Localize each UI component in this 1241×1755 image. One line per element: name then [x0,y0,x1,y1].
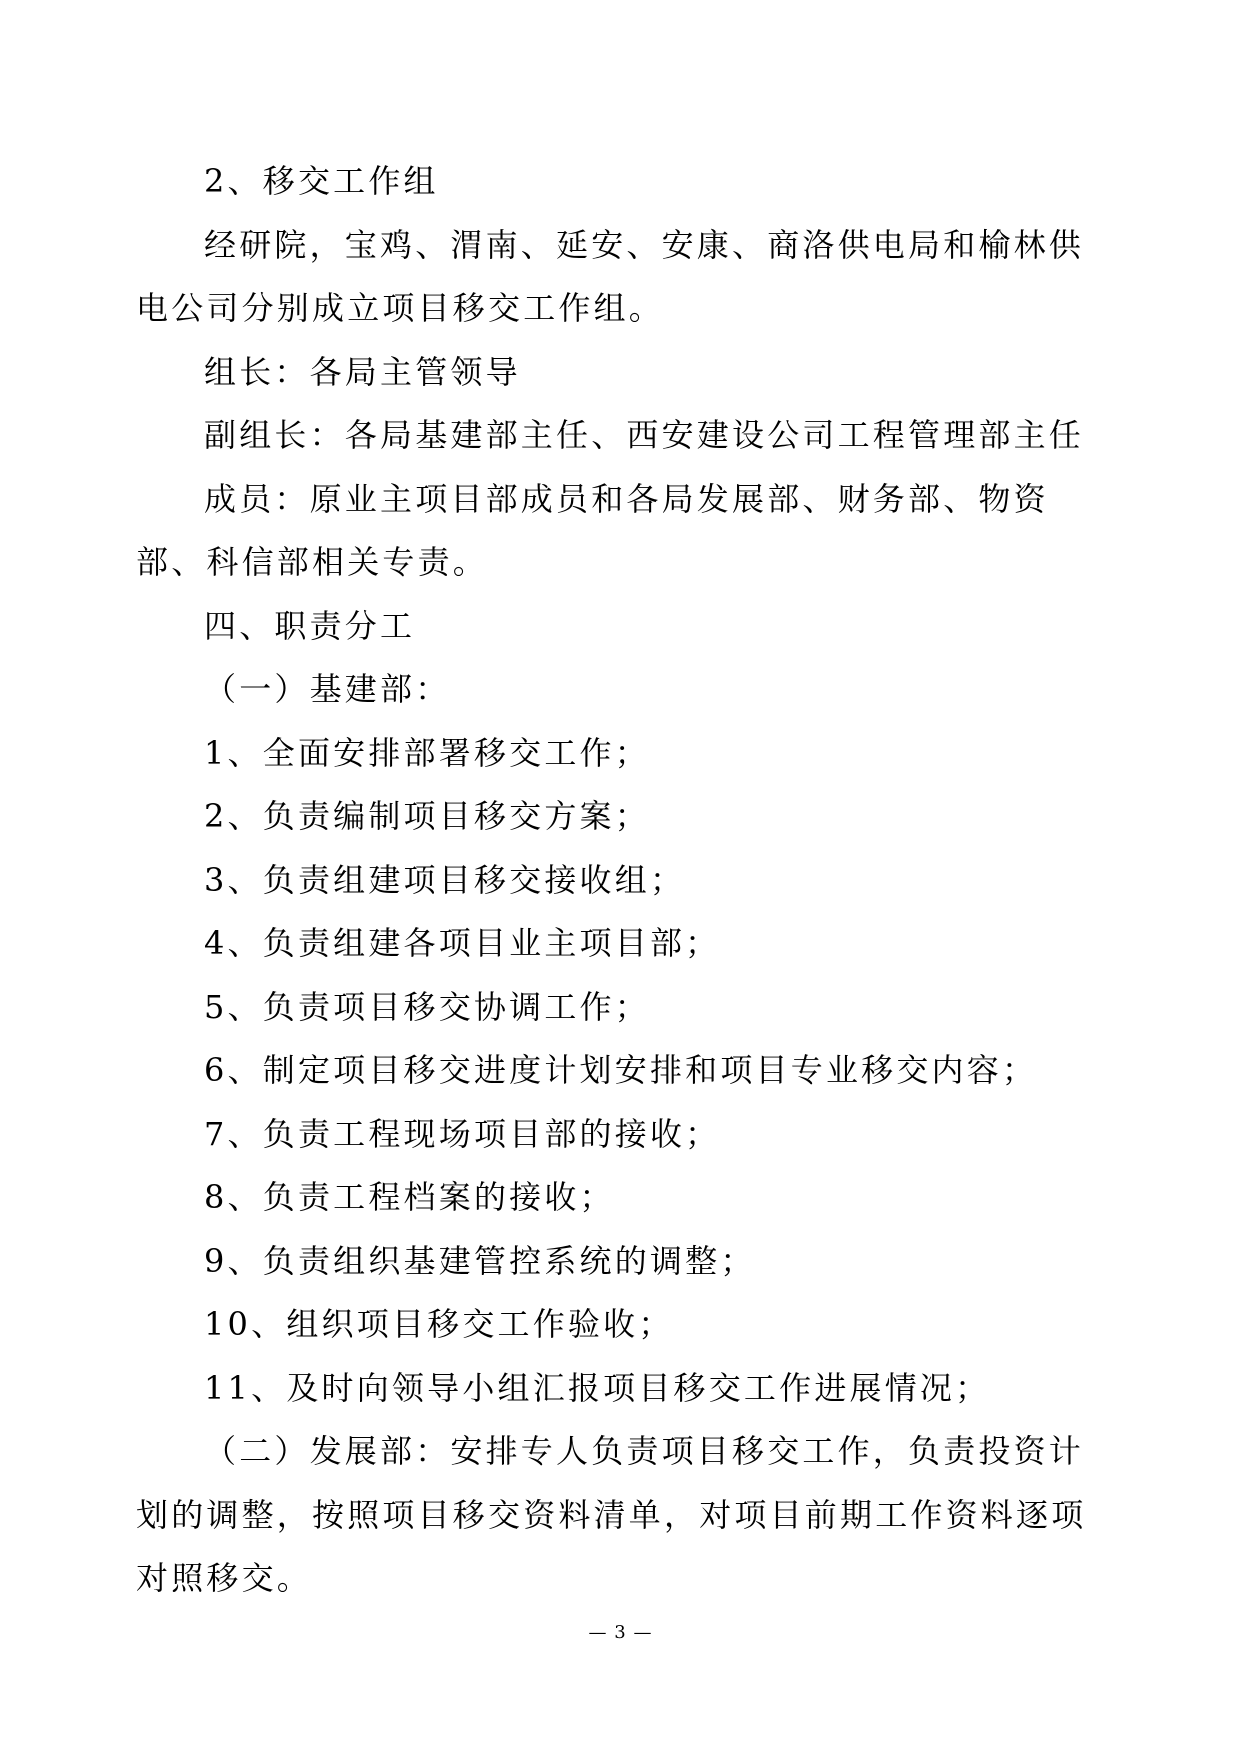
list-item: 9、负责组织基建管控系统的调整； [204,1241,756,1280]
section-heading-responsibilities: 四、职责分工 [204,606,416,645]
list-item: 3、负责组建项目移交接收组； [204,860,686,899]
document-body [136,150,1106,1611]
page-number: — 3 — [588,1622,653,1643]
list-item: 10、组织项目移交工作验收； [204,1305,674,1343]
paragraph-transfer-group-formation: 经研院，宝鸡、渭南、延安、安康、商洛供电局和榆林供电公司分别成立项目移交工作组。 [136,225,1085,327]
list-item: 11、及时向领导小组汇报项目移交工作进展情况； [204,1368,991,1407]
section-heading-transfer-group: 2、移交工作组 [204,162,439,200]
list-item: 8、负责工程档案的接收； [204,1178,615,1216]
subsection-heading-construction-dept: （一）基建部： [204,670,451,708]
list-item: 1、全面安排部署移交工作； [204,733,650,772]
paragraph-group-leader: 组长：各局主管领导 [204,352,521,391]
list-item: 2、负责编制项目移交方案； [204,797,650,835]
paragraph-development-dept: （二）发展部：安排专人负责项目移交工作，负责投资计划的调整，按照项目移交资料清单，对项目前期工作资料逐项对照移交。 [136,1432,1087,1597]
list-item: 7、负责工程现场项目部的接收； [204,1114,721,1153]
paragraph-members: 成员：原业主项目部成员和各局发展部、财务部、物资部、科信部相关专责。 [136,479,1049,581]
paragraph-deputy-leader: 副组长：各局基建部主任、西安建设公司工程管理部主任 [204,416,1085,454]
list-item: 6、制定项目移交进度计划安排和项目专业移交内容； [204,1051,1038,1089]
list-item: 4、负责组建各项目业主项目部； [204,924,721,962]
list-item: 5、负责项目移交协调工作； [204,987,650,1026]
